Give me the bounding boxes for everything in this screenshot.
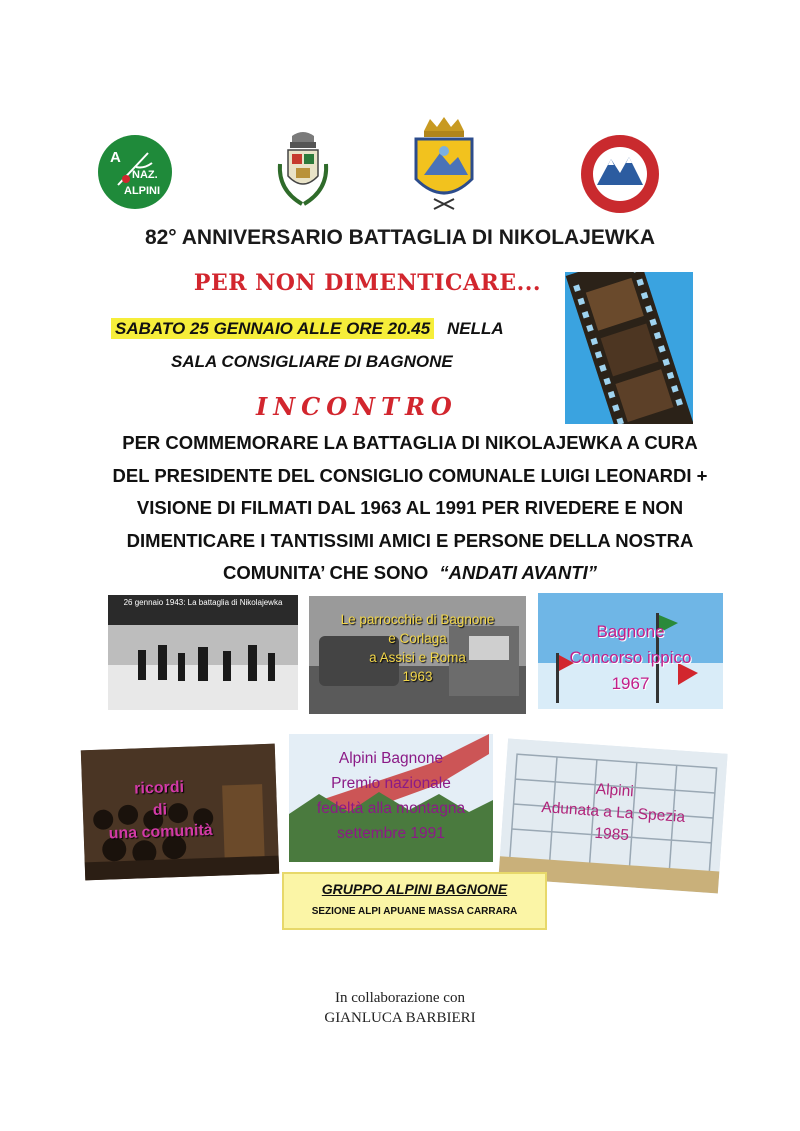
photo-premio-line-3: fedeltà alla montagna [316, 800, 466, 817]
municipal-crest-icon [272, 130, 334, 210]
ana-logo-letter: A [110, 149, 121, 166]
photo-ricordi-line-3: una comunità [108, 821, 213, 843]
ana-logo-naz: NAZ. [132, 169, 158, 181]
photo-parrocchie-line-1: Le parrocchie di Bagnone [340, 612, 495, 627]
event-location: SALA CONSIGLIARE DI BAGNONE [171, 352, 453, 371]
description-line-1: PER COMMEMORARE LA BATTAGLIA DI NIKOLAJEWKA A CURA [122, 432, 698, 453]
photo-premio-line-2: Premio nazionale [331, 775, 451, 792]
photo-ricordi-comunita [81, 744, 279, 881]
photo-nikolajewka [108, 595, 298, 710]
film-strip-image [565, 272, 693, 424]
photo-parrocchie [309, 596, 526, 714]
description-line-3: VISIONE DI FILMATI DAL 1963 AL 1991 PER RIVEDERE E NON [136, 497, 684, 518]
gruppo-alpini-box [282, 872, 547, 930]
slogan: PER NON DIMENTICARE... [193, 270, 542, 296]
photo-ippico-line-2: Concorso ippico [569, 648, 692, 667]
group-name: GRUPPO ALPINI BAGNONE [321, 881, 508, 897]
event-date-suffix: NELLA [446, 319, 504, 338]
description-line-2: DEL PRESIDENTE DEL CONSIGLIO COMUNALE LUIGI LEONARDI + [112, 464, 708, 486]
andati-avanti-quote: “ANDATI AVANTI” [439, 562, 597, 583]
provincial-crest-icon [410, 115, 478, 215]
group-section: SEZIONE ALPI APUANE MASSA CARRARA [311, 906, 518, 917]
photo-ippico-line-1: Bagnone [596, 622, 665, 641]
photo-parrocchie-line-3: a Assisi e Roma [369, 650, 466, 665]
credit-line-1: In collaborazione con [335, 990, 465, 1006]
ana-logo [96, 133, 174, 211]
description-line-5 [80, 557, 740, 590]
photo-ricordi-line-1: ricordi [133, 778, 185, 798]
credit-name: GIANLUCA BARBIERI [324, 1010, 476, 1026]
event-date-line [111, 319, 504, 339]
photo-adunata-line-1: Alpini [595, 780, 635, 801]
description-line-4: DIMENTICARE I TANTISSIMI AMICI E PERSONE DELLA NOSTRA [126, 529, 694, 551]
photo-parrocchie-line-2: e Corlaga [388, 631, 447, 646]
mountain-emblem-icon [579, 133, 661, 215]
photo-premio-line-1: Alpini Bagnone [338, 750, 444, 767]
photo-ricordi-line-2: di [152, 801, 168, 819]
photo-premio-nazionale [289, 734, 493, 862]
event-heading: INCONTRO [256, 392, 458, 421]
photo-concorso-ippico [538, 593, 723, 709]
photo-ippico-line-3: 1967 [611, 674, 650, 693]
description-line-5-prefix: COMUNITA’ CHE SONO [223, 562, 429, 583]
photo-premio-line-4: settembre 1991 [337, 825, 445, 842]
photo-nikolajewka-caption: 26 gennaio 1943: La battaglia di Nikolajewka [123, 598, 283, 607]
photo-parrocchie-line-4: 1963 [402, 669, 433, 684]
anniversary-title: 82° ANNIVERSARIO BATTAGLIA DI NIKOLAJEWKA [144, 226, 656, 249]
ana-logo-alpini: ALPINI [124, 185, 161, 197]
event-description [80, 427, 740, 590]
photo-adunata-line-2: Adunata a La Spezia [540, 799, 686, 827]
event-date: SABATO 25 GENNAIO ALLE ORE 20.45 [111, 318, 434, 339]
photo-adunata-la-spezia [498, 738, 727, 893]
photo-adunata-line-3: 1985 [593, 824, 630, 845]
